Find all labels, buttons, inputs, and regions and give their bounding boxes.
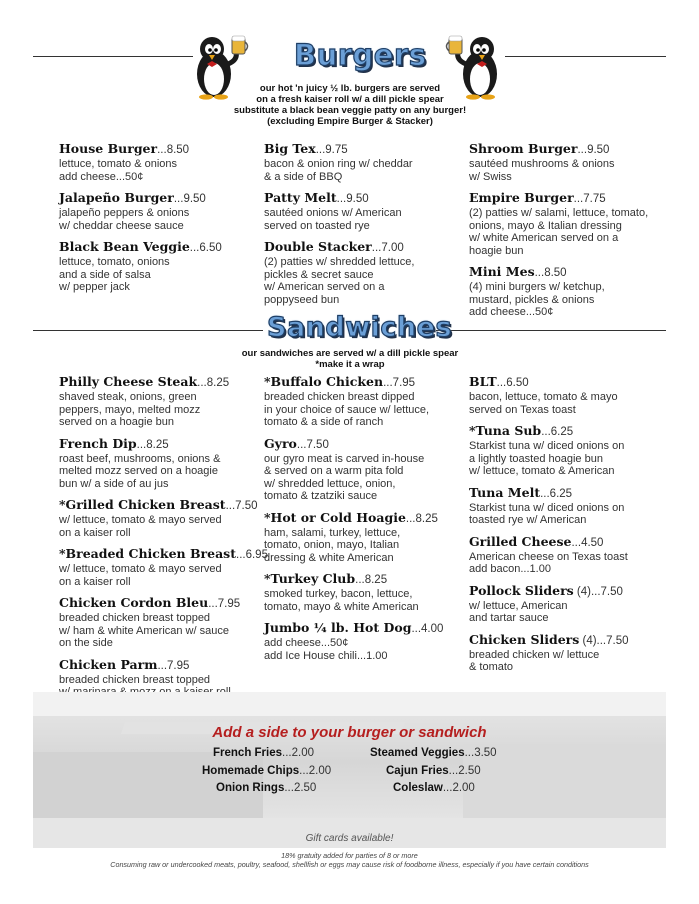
description-line: bacon, lettuce, tomato & mayo — [469, 391, 618, 403]
description-line: tomato, onion, mayo, Italian — [264, 539, 400, 551]
menu-item — [264, 436, 443, 503]
side-item — [393, 782, 475, 794]
item-size: (4) — [573, 585, 591, 598]
item-name: *Grilled Chicken Breast — [59, 497, 226, 512]
description-line: & a side of BBQ — [264, 170, 343, 183]
burgers-title: Burgers — [294, 38, 427, 72]
item-price: ...7.50 — [225, 500, 258, 512]
menu-item — [59, 497, 268, 539]
menu-item-title — [264, 436, 443, 453]
item-description — [59, 453, 268, 491]
description-line: w/ white American served on a — [469, 232, 619, 244]
item-name: *Turkey Club — [264, 571, 356, 586]
menu-item — [264, 510, 443, 565]
item-name: *Hot or Cold Hoagie — [264, 509, 406, 525]
item-description — [264, 637, 443, 662]
description-line: sautéed mushrooms & onions — [469, 158, 615, 170]
side-price: ...3.50 — [464, 747, 497, 759]
description-line: on a kaiser roll — [59, 575, 131, 588]
menu-item — [59, 595, 268, 650]
side-name: Homemade Chips — [202, 765, 300, 777]
description-line: w/ lettuce, tomato & American — [469, 465, 615, 477]
menu-item — [469, 374, 629, 416]
sandwiches-column-3 — [469, 374, 629, 681]
item-description — [469, 391, 629, 416]
description-line: tomato & a side of ranch — [264, 416, 384, 428]
menu-item — [59, 374, 268, 429]
description-line: roast beef, mushrooms, onions & — [59, 452, 221, 465]
item-name: Patty Melt — [264, 190, 337, 205]
description-line: Starkist tuna w/ diced onions on — [469, 440, 625, 452]
item-description — [59, 612, 268, 650]
sides-title: Add a side to your burger or sandwich — [212, 724, 487, 741]
intro-line: substitute a black bean veggie patty on any burger! — [233, 105, 467, 116]
menu-item-title — [264, 571, 443, 588]
intro-line: (excluding Empire Burger & Stacker) — [267, 116, 433, 127]
item-name: Jalapeño Burger — [59, 190, 174, 205]
item-name: House Burger — [59, 141, 158, 156]
item-description — [264, 391, 443, 429]
side-price: ...2.00 — [299, 765, 332, 777]
side-name: Coleslaw — [393, 782, 443, 794]
item-name: Chicken Cordon Bleu — [59, 595, 209, 610]
item-description — [469, 502, 629, 527]
item-name: Pollock Sliders — [469, 582, 574, 598]
menu-item-title — [469, 264, 648, 281]
item-price: ...8.25 — [405, 512, 438, 525]
description-line: smoked turkey, bacon, lettuce, — [264, 588, 413, 600]
description-line: mustard, pickles & onions — [469, 293, 595, 306]
sandwiches-intro — [200, 348, 500, 370]
sides-panel — [33, 692, 666, 848]
item-name: Philly Cheese Steak — [59, 374, 198, 389]
burgers-rule-left — [33, 56, 193, 57]
menu-item-title — [264, 510, 443, 527]
description-line: shaved steak, onions, green — [59, 391, 197, 403]
side-item — [213, 747, 314, 759]
item-name: Mini Mes — [469, 264, 535, 279]
item-size: (4) — [579, 634, 597, 647]
menu-item — [59, 436, 268, 491]
burgers-column-1 — [59, 141, 222, 301]
menu-item — [264, 239, 414, 306]
item-name: BLT — [469, 374, 497, 389]
description-line: add Ice House chili...1.00 — [264, 649, 388, 662]
description-line: add cheese...50¢ — [59, 170, 144, 183]
menu-item — [59, 239, 222, 294]
menu-item — [469, 485, 629, 527]
item-description — [59, 207, 222, 232]
food-safety-warning: Consuming raw or undercooked meats, poultry, seafood, shellfish or eggs may cause risk of foodborne illness, especially if you have certain conditions — [110, 860, 589, 869]
menu-item-title — [469, 485, 629, 502]
description-line: on a kaiser roll — [59, 526, 131, 539]
side-price: ...2.50 — [448, 765, 481, 777]
description-line: and a side of salsa — [59, 268, 151, 281]
item-name: Jumbo ¼ lb. Hot Dog — [264, 620, 412, 635]
description-line: sautéed onions w/ American — [264, 207, 402, 219]
item-price: ...6.95 — [236, 549, 268, 561]
description-line: peppers, mayo, melted mozz — [59, 403, 201, 416]
description-line: lettuce, tomato & onions — [59, 158, 178, 170]
item-description — [469, 649, 629, 674]
description-line: w/ American served on a — [264, 281, 385, 293]
description-line: w/ cheddar cheese sauce — [59, 219, 184, 232]
description-line: (4) mini burgers w/ ketchup, — [469, 281, 605, 293]
menu-item-title — [59, 374, 268, 391]
menu-item — [264, 141, 414, 183]
description-line: melted mozz served on a hoagie — [59, 465, 218, 477]
side-price: ...2.00 — [442, 782, 475, 794]
description-line: & served on a warm pita fold — [264, 465, 404, 477]
item-price: ...7.50 — [596, 634, 629, 647]
item-name: Grilled Cheese — [469, 533, 572, 549]
item-name: French Dip — [59, 435, 137, 451]
side-item — [216, 782, 316, 794]
description-line: tomato, mayo & white American — [264, 600, 419, 613]
description-line: poppyseed bun — [264, 293, 340, 306]
item-description — [264, 158, 414, 183]
description-line: (2) patties w/ shredded lettuce, — [264, 256, 415, 268]
description-line: bacon & onion ring w/ cheddar — [264, 158, 413, 170]
burgers-column-2 — [264, 141, 414, 313]
item-price: ...9.75 — [315, 144, 348, 156]
item-name: Gyro — [264, 435, 297, 451]
menu-item — [469, 264, 648, 319]
building-photo-wall — [33, 692, 666, 716]
burgers-column-3 — [469, 141, 648, 326]
item-description — [264, 207, 414, 232]
item-description — [264, 588, 443, 613]
intro-line: *make it a wrap — [315, 359, 385, 370]
description-line: on the side — [59, 637, 113, 649]
description-line: served on toasted rye — [264, 219, 370, 232]
item-description — [469, 440, 629, 478]
item-price: ...7.50 — [590, 585, 623, 598]
description-line: pickles & secret sauce — [264, 268, 374, 281]
description-line: tomato & tzatziki sauce — [264, 490, 378, 502]
item-name: *Tuna Sub — [469, 423, 542, 438]
description-line: w/ lettuce, tomato & mayo served — [59, 563, 222, 575]
item-description — [59, 514, 268, 539]
item-name: Double Stacker — [264, 239, 372, 254]
item-price: ...9.50 — [577, 144, 610, 156]
menu-item — [469, 190, 648, 257]
description-line: in your choice of sauce w/ lettuce, — [264, 403, 430, 416]
description-line: add cheese...50¢ — [264, 637, 349, 649]
item-price: ...6.50 — [189, 242, 222, 254]
item-price: ...8.25 — [136, 438, 169, 451]
item-description — [469, 551, 629, 576]
description-line: add cheese...50¢ — [469, 306, 554, 318]
description-line: jalapeño peppers & onions — [59, 207, 190, 219]
menu-item — [469, 583, 629, 625]
item-price: ...7.95 — [157, 659, 190, 672]
item-price: ...7.75 — [573, 193, 606, 205]
item-description — [264, 453, 443, 503]
menu-item — [469, 534, 629, 576]
description-line: a lightly toasted hoagie bun — [469, 452, 603, 465]
menu-item-title — [264, 374, 443, 391]
item-description — [469, 281, 648, 319]
item-description — [59, 158, 222, 183]
item-price: ...7.00 — [371, 242, 404, 254]
description-line: dressing & white American — [264, 551, 394, 564]
menu-item — [469, 423, 629, 478]
menu-item-title — [264, 190, 414, 207]
menu-item — [59, 546, 268, 588]
menu-item — [264, 190, 414, 232]
item-description — [59, 563, 268, 588]
menu-item-title — [264, 141, 414, 158]
intro-line: our sandwiches are served w/ a dill pickle spear — [241, 348, 459, 359]
description-line: toasted rye w/ American — [469, 514, 587, 526]
intro-line: on a fresh kaiser roll w/ a dill pickle spear — [256, 94, 444, 105]
menu-item-title — [59, 595, 268, 612]
item-price: ...8.50 — [534, 267, 567, 279]
side-name: Steamed Veggies — [370, 747, 465, 759]
sandwiches-rule-right — [436, 330, 666, 331]
menu-item-title — [59, 239, 222, 256]
item-price: ...8.25 — [355, 574, 388, 586]
menu-item-title — [59, 657, 268, 674]
menu-item-title — [469, 141, 648, 158]
menu-item — [469, 632, 629, 674]
burgers-rule-right — [505, 56, 666, 57]
menu-item-title — [469, 423, 629, 440]
item-description — [264, 256, 414, 306]
item-price: ...9.50 — [173, 193, 206, 205]
gift-card-note: Gift cards available! — [305, 833, 394, 844]
item-description — [469, 158, 648, 183]
menu-item — [264, 374, 443, 429]
item-description — [59, 391, 268, 429]
description-line: breaded chicken w/ lettuce — [469, 648, 600, 661]
item-price: ...7.50 — [296, 438, 329, 451]
sandwiches-rule-left — [33, 330, 263, 331]
side-name: Cajun Fries — [386, 765, 449, 777]
description-line: served on a hoagie bun — [59, 416, 174, 428]
item-name: *Buffalo Chicken — [264, 374, 384, 389]
description-line: breaded chicken breast dipped — [264, 391, 415, 403]
description-line: w/ lettuce, tomato & mayo served — [59, 514, 222, 526]
item-name: Tuna Melt — [469, 484, 541, 500]
description-line: lettuce, tomato, onions — [59, 256, 170, 268]
item-name: Shroom Burger — [469, 141, 578, 156]
description-line: (2) patties w/ salami, lettuce, tomato, — [469, 207, 649, 219]
item-price: ...4.00 — [411, 623, 444, 635]
item-price: ...4.50 — [571, 536, 604, 549]
description-line: and tartar sauce — [469, 612, 549, 624]
item-price: ...6.25 — [541, 426, 574, 438]
description-line: our gyro meat is carved in-house — [264, 452, 425, 465]
menu-item-title — [264, 620, 443, 637]
description-line: add bacon...1.00 — [469, 563, 551, 575]
item-name: Chicken Sliders — [469, 631, 580, 647]
item-name: *Breaded Chicken Breast — [59, 546, 236, 561]
menu-item-title — [469, 583, 629, 600]
side-name: Onion Rings — [216, 782, 285, 794]
description-line: hoagie bun — [469, 244, 524, 257]
gratuity-note: 18% gratuity added for parties of 8 or more — [281, 851, 418, 860]
description-line: onions, mayo & Italian dressing — [469, 219, 622, 232]
menu-item-title — [469, 534, 629, 551]
menu-item-title — [469, 632, 629, 649]
description-line: w/ pepper jack — [59, 281, 130, 293]
item-price: ...8.50 — [157, 144, 190, 156]
intro-line: our hot 'n juicy ½ lb. burgers are served — [259, 83, 441, 94]
description-line: served on Texas toast — [469, 403, 576, 416]
item-description — [469, 207, 648, 257]
menu-item — [264, 571, 443, 613]
side-price: ...2.50 — [284, 782, 317, 794]
item-name: Black Bean Veggie — [59, 239, 190, 254]
description-line: Starkist tuna w/ diced onions on — [469, 501, 625, 514]
item-name: Empire Burger — [469, 190, 574, 205]
side-item — [370, 747, 497, 759]
item-description — [469, 600, 629, 625]
menu-item-title — [264, 239, 414, 256]
description-line: & tomato — [469, 661, 514, 673]
item-price: ...9.50 — [336, 193, 369, 205]
menu-item-title — [59, 436, 268, 453]
menu-item-title — [59, 190, 222, 207]
description-line: breaded chicken breast topped — [59, 612, 211, 624]
description-line: ham, salami, turkey, lettuce, — [264, 526, 401, 539]
description-line: w/ ham & white American w/ sauce — [59, 624, 229, 637]
item-price: ...6.50 — [496, 377, 529, 389]
menu-item — [264, 620, 443, 662]
side-item — [386, 765, 481, 777]
item-price: ...7.95 — [383, 377, 416, 389]
menu-item-title — [469, 374, 629, 391]
item-price: ...7.95 — [208, 598, 241, 610]
side-name: French Fries — [213, 747, 283, 759]
menu-item-title — [59, 546, 268, 563]
side-price: ...2.00 — [282, 747, 314, 759]
menu-item-title — [59, 497, 268, 514]
burgers-intro — [200, 83, 500, 127]
side-item — [202, 765, 331, 777]
description-line: bun w/ a side of au jus — [59, 477, 169, 490]
sandwiches-column-2 — [264, 374, 443, 669]
menu-item-title — [59, 141, 222, 158]
item-name: Chicken Parm — [59, 656, 158, 672]
menu-item — [59, 141, 222, 183]
sandwiches-column-1 — [59, 374, 268, 706]
sandwiches-title: Sandwiches — [267, 312, 453, 343]
item-name: Big Tex — [264, 141, 316, 156]
description-line: American cheese on Texas toast — [469, 550, 628, 563]
menu-item-title — [469, 190, 648, 207]
item-price: ...8.25 — [197, 377, 230, 389]
item-description — [264, 527, 443, 565]
description-line: w/ lettuce, American — [469, 599, 568, 612]
item-description — [59, 256, 222, 294]
item-price: ...6.25 — [540, 487, 573, 500]
menu-item — [469, 141, 648, 183]
menu-item — [59, 190, 222, 232]
description-line: breaded chicken breast topped — [59, 673, 211, 686]
description-line: w/ shredded lettuce, onion, — [264, 477, 396, 490]
description-line: w/ Swiss — [469, 170, 512, 183]
